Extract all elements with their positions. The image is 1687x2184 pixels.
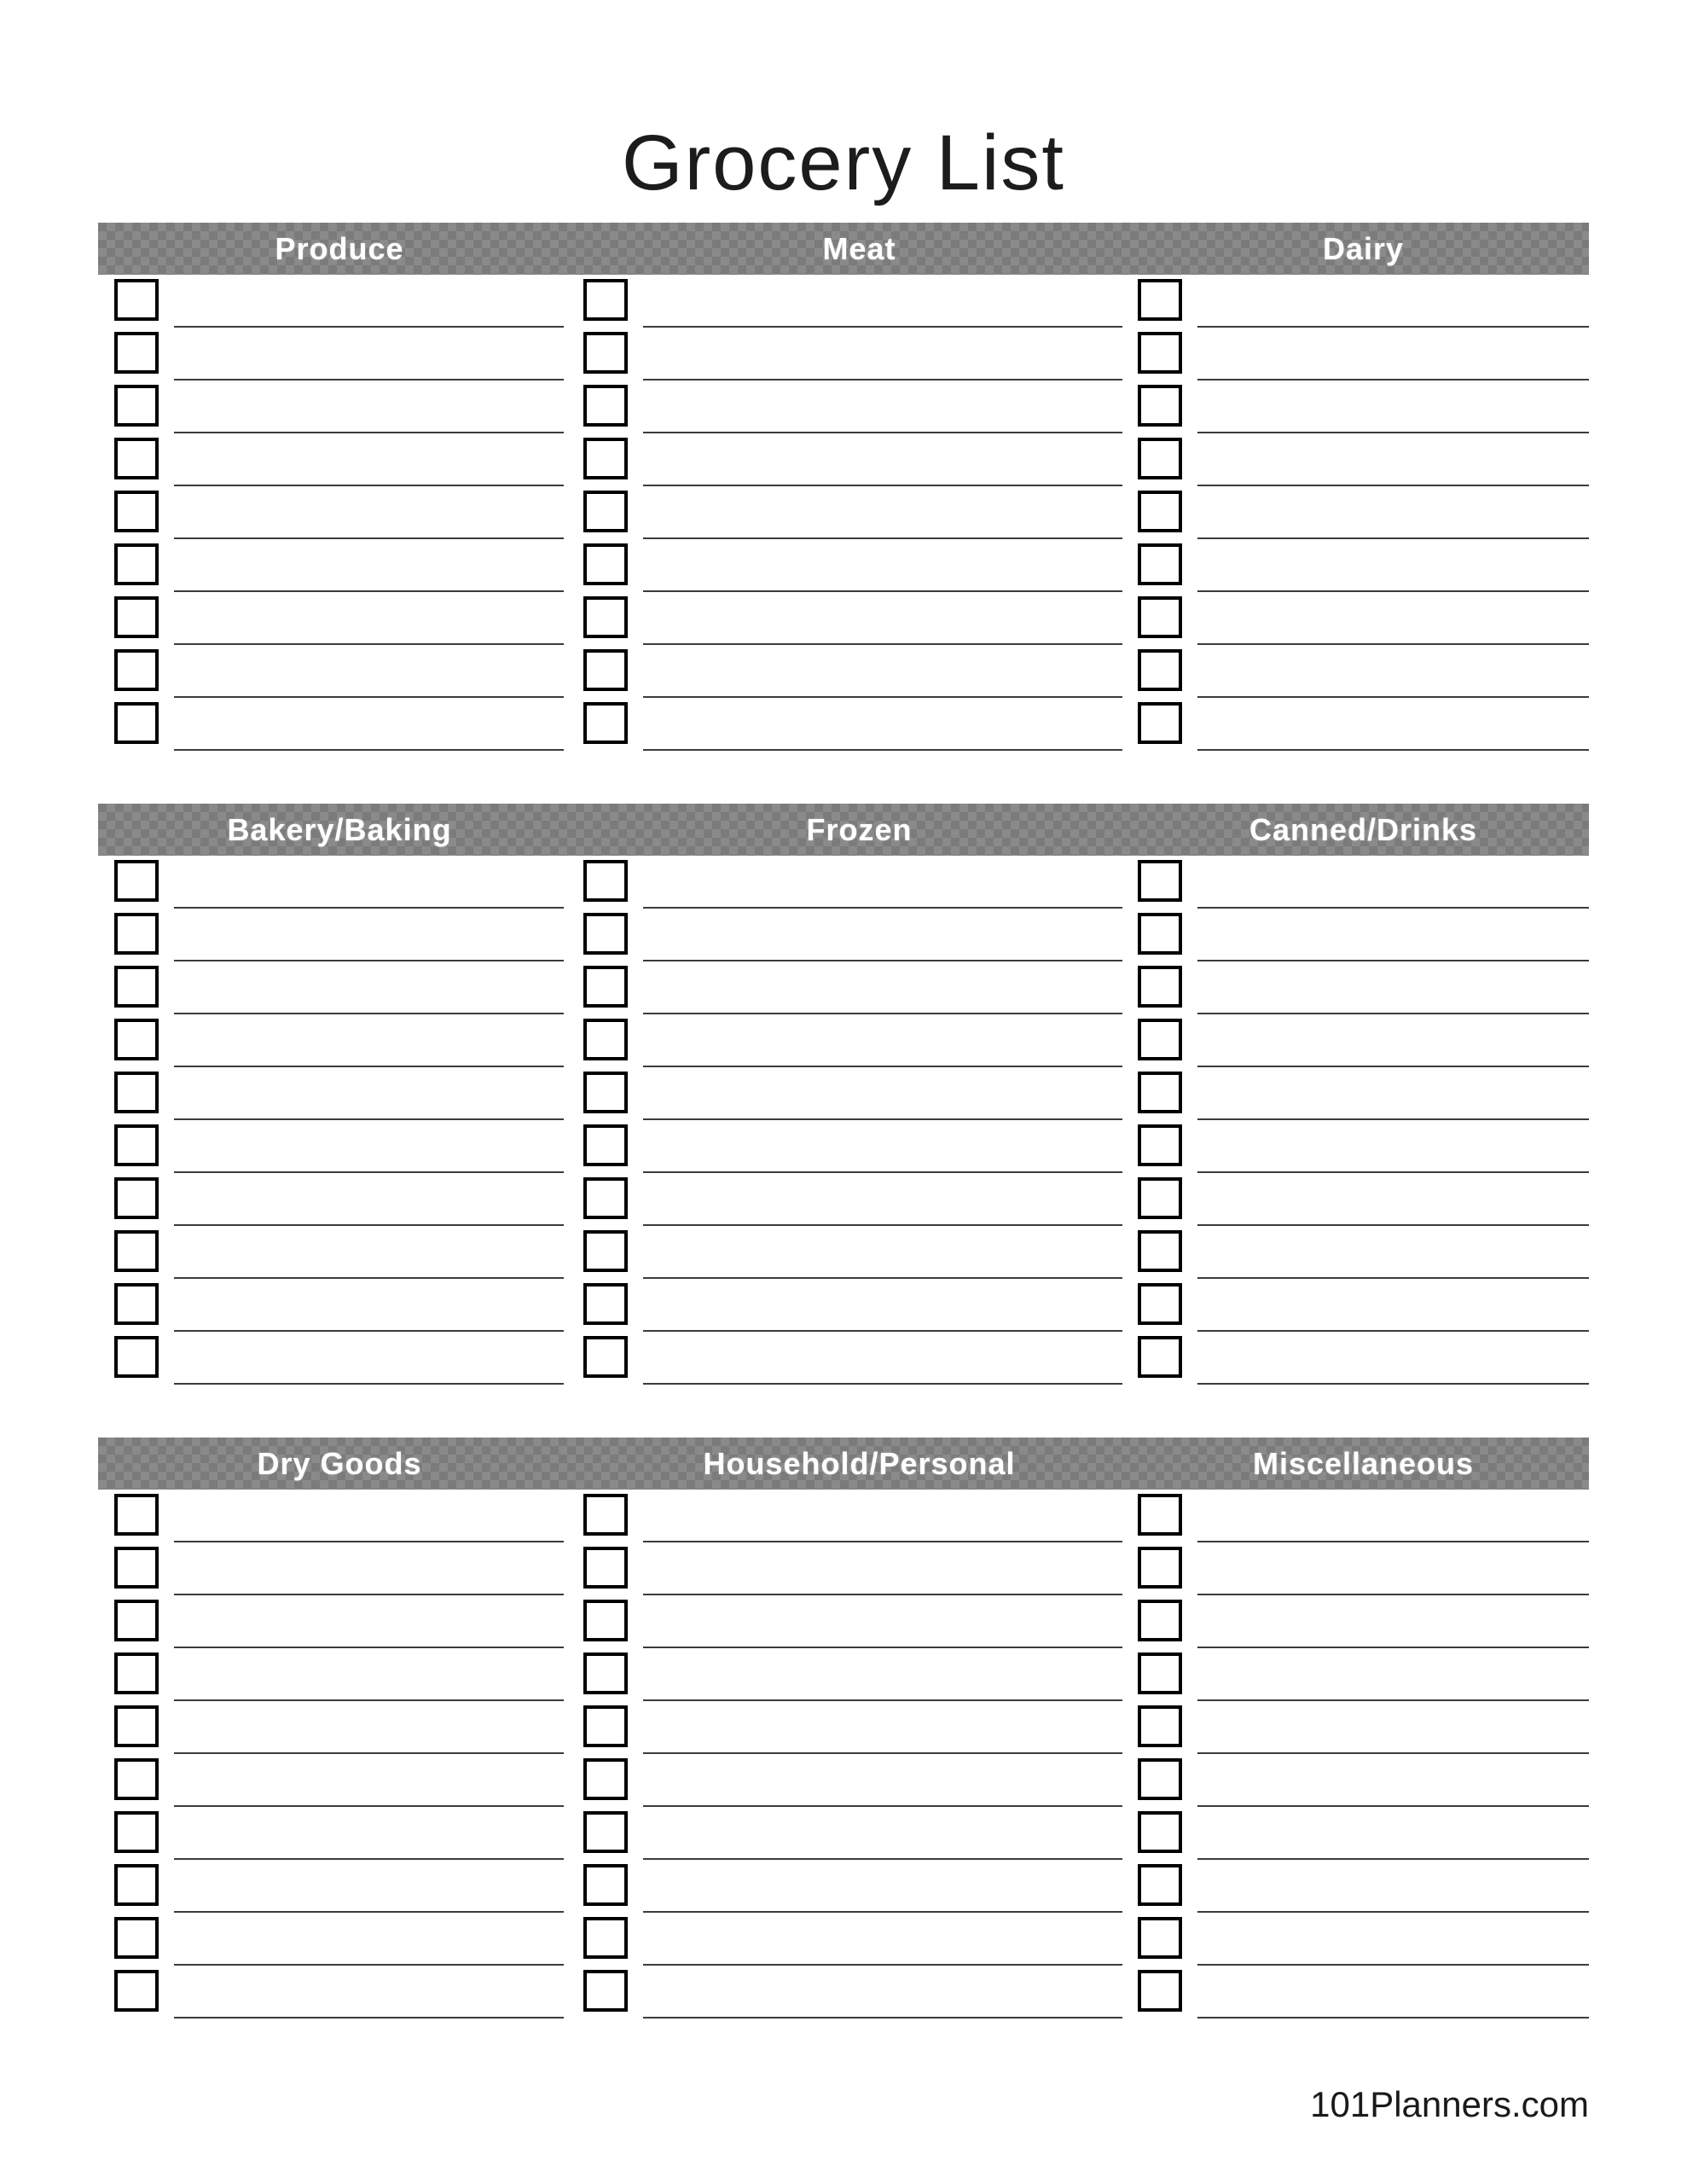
checklist-row	[114, 1701, 564, 1754]
checkbox[interactable]	[114, 649, 159, 691]
column-header-miscellaneous: Miscellaneous	[1252, 1445, 1475, 1481]
entry-line	[643, 1173, 1122, 1226]
checklist-row	[114, 1014, 564, 1067]
checklist-row	[114, 1542, 564, 1595]
entry-line	[643, 1595, 1122, 1648]
checklist-row	[583, 1226, 1122, 1279]
checkbox[interactable]	[114, 1336, 159, 1378]
checklist-row	[114, 856, 564, 909]
entry-line	[1197, 961, 1589, 1014]
checklist-row	[114, 1807, 564, 1860]
entry-line	[643, 1860, 1122, 1913]
checklist-row	[583, 1542, 1122, 1595]
column-header-frozen: Frozen	[806, 811, 913, 847]
entry-line	[174, 1913, 564, 1966]
entry-line	[174, 1332, 564, 1385]
entry-line	[1197, 1542, 1589, 1595]
checkbox[interactable]	[114, 385, 159, 427]
entry-line	[643, 1226, 1122, 1279]
checkbox[interactable]	[583, 1230, 628, 1272]
entry-line	[643, 328, 1122, 380]
entry-line	[1197, 1966, 1589, 2018]
entry-line	[643, 645, 1122, 698]
checklist-row	[1138, 380, 1589, 433]
entry-line	[643, 1542, 1122, 1595]
checklist-row	[583, 380, 1122, 433]
entry-line	[643, 698, 1122, 751]
column-miscellaneous	[1138, 1490, 1589, 2018]
checklist-row	[583, 961, 1122, 1014]
checklist-row	[114, 1595, 564, 1648]
entry-line	[1197, 698, 1589, 751]
checklist-row	[1138, 1067, 1589, 1120]
column-header-dry-goods: Dry Goods	[257, 1445, 422, 1481]
column-household-personal	[581, 1490, 1138, 2018]
checklist-row	[1138, 1226, 1589, 1279]
entry-line	[1197, 1860, 1589, 1913]
checklist-row	[114, 1332, 564, 1385]
checklist-row	[1138, 1807, 1589, 1860]
entry-line	[1197, 645, 1589, 698]
checkbox[interactable]	[114, 1917, 159, 1959]
entry-line	[1197, 592, 1589, 645]
checkbox[interactable]	[114, 438, 159, 479]
checklist-row	[114, 539, 564, 592]
checklist-row	[114, 328, 564, 380]
entry-line	[643, 539, 1122, 592]
checkbox[interactable]	[1138, 1494, 1182, 1536]
checkbox[interactable]	[583, 702, 628, 744]
checkbox[interactable]	[114, 1019, 159, 1060]
checkbox[interactable]	[1138, 1230, 1182, 1272]
checklist-row	[583, 1173, 1122, 1226]
entry-line	[174, 1542, 564, 1595]
entry-line	[174, 1595, 564, 1648]
entry-line	[174, 645, 564, 698]
entry-line	[1197, 909, 1589, 961]
checklist-row	[583, 645, 1122, 698]
checklist-row	[1138, 539, 1589, 592]
checklist-row	[1138, 909, 1589, 961]
entry-line	[1197, 1120, 1589, 1173]
checkbox[interactable]	[114, 1177, 159, 1219]
checkbox[interactable]	[583, 1547, 628, 1589]
entry-line	[643, 856, 1122, 909]
entry-line	[643, 1754, 1122, 1807]
entry-line	[643, 433, 1122, 486]
checkbox[interactable]	[583, 596, 628, 638]
entry-line	[643, 1807, 1122, 1860]
checkbox[interactable]	[1138, 543, 1182, 585]
entry-line	[643, 1120, 1122, 1173]
checklist-row	[1138, 645, 1589, 698]
checkbox[interactable]	[114, 1705, 159, 1747]
checklist-row	[583, 1332, 1122, 1385]
checklist-row	[114, 645, 564, 698]
entry-line	[174, 698, 564, 751]
checklist-row	[583, 592, 1122, 645]
checklist-row	[583, 1701, 1122, 1754]
checkbox[interactable]	[583, 385, 628, 427]
entry-line	[643, 1701, 1122, 1754]
checkbox[interactable]	[1138, 1758, 1182, 1800]
checkbox[interactable]	[114, 913, 159, 955]
checkbox[interactable]	[583, 1811, 628, 1853]
entry-line	[174, 1860, 564, 1913]
checklist-row	[583, 1120, 1122, 1173]
checkbox[interactable]	[1138, 1600, 1182, 1641]
checklist-row	[114, 1648, 564, 1701]
checklist-row	[583, 1648, 1122, 1701]
checklist-row	[583, 433, 1122, 486]
checkbox[interactable]	[114, 1970, 159, 2012]
entry-line	[643, 1966, 1122, 2018]
checklist-row	[1138, 1648, 1589, 1701]
checkbox[interactable]	[114, 491, 159, 532]
entry-line	[174, 1648, 564, 1701]
column-header-bakery-baking: Bakery/Baking	[227, 811, 452, 847]
entry-line	[643, 1332, 1122, 1385]
checkbox[interactable]	[1138, 385, 1182, 427]
entry-line	[1197, 1754, 1589, 1807]
entry-line	[643, 1067, 1122, 1120]
checkbox[interactable]	[1138, 332, 1182, 374]
entry-line	[1197, 433, 1589, 486]
grocery-list-page	[98, 0, 1589, 2123]
column-header-household-personal: Household/Personal	[703, 1445, 1016, 1481]
checkbox[interactable]	[114, 860, 159, 902]
checkbox[interactable]	[1138, 279, 1182, 321]
section-header-bar	[98, 1438, 1589, 1490]
section-3	[98, 1438, 1589, 2018]
checklist-row	[1138, 1332, 1589, 1385]
checkbox[interactable]	[1138, 596, 1182, 638]
entry-line	[643, 1648, 1122, 1701]
checklist-row	[114, 1067, 564, 1120]
checklist-row	[114, 380, 564, 433]
checkbox[interactable]	[583, 279, 628, 321]
entry-line	[174, 909, 564, 961]
column-dairy	[1138, 275, 1589, 751]
checkbox[interactable]	[114, 1283, 159, 1325]
entry-line	[1197, 1701, 1589, 1754]
checklist-row	[583, 1490, 1122, 1542]
checkbox[interactable]	[1138, 1072, 1182, 1113]
checkbox[interactable]	[1138, 1653, 1182, 1694]
checklist-row	[1138, 1754, 1589, 1807]
checklist-row	[114, 909, 564, 961]
checkbox[interactable]	[583, 543, 628, 585]
checkbox[interactable]	[114, 702, 159, 744]
checkbox[interactable]	[114, 1124, 159, 1166]
entry-line	[1197, 1226, 1589, 1279]
entry-line	[643, 275, 1122, 328]
checklist-row	[583, 1913, 1122, 1966]
checklist-row	[1138, 275, 1589, 328]
checkbox[interactable]	[114, 1758, 159, 1800]
checklist-row	[114, 1279, 564, 1332]
checkbox[interactable]	[583, 1177, 628, 1219]
checkbox[interactable]	[583, 1019, 628, 1060]
page-title: Grocery List	[622, 119, 1065, 206]
entry-line	[643, 1490, 1122, 1542]
entry-line	[174, 1754, 564, 1807]
entry-line	[174, 1279, 564, 1332]
entry-line	[643, 1913, 1122, 1966]
entry-line	[174, 486, 564, 539]
section-columns	[98, 1490, 1589, 2018]
entry-line	[1197, 1490, 1589, 1542]
checklist-row	[583, 1807, 1122, 1860]
checklist-row	[1138, 486, 1589, 539]
checklist-row	[1138, 592, 1589, 645]
column-header-meat: Meat	[822, 230, 896, 266]
entry-line	[1197, 1807, 1589, 1860]
checkbox[interactable]	[583, 1758, 628, 1800]
checkbox[interactable]	[1138, 1811, 1182, 1853]
checklist-row	[114, 698, 564, 751]
checkbox[interactable]	[114, 1072, 159, 1113]
checkbox[interactable]	[1138, 860, 1182, 902]
checkbox[interactable]	[114, 1864, 159, 1906]
checkbox[interactable]	[583, 913, 628, 955]
entry-line	[643, 486, 1122, 539]
checkbox[interactable]	[1138, 966, 1182, 1008]
checklist-row	[114, 1754, 564, 1807]
entry-line	[174, 961, 564, 1014]
entry-line	[1197, 1595, 1589, 1648]
checklist-row	[1138, 1913, 1589, 1966]
checkbox[interactable]	[1138, 1970, 1182, 2012]
checklist-row	[583, 1754, 1122, 1807]
checklist-row	[114, 1966, 564, 2018]
checkbox[interactable]	[1138, 1917, 1182, 1959]
checkbox[interactable]	[1138, 1547, 1182, 1589]
column-header-canned-drinks: Canned/Drinks	[1249, 811, 1478, 847]
entry-line	[174, 1490, 564, 1542]
section-1	[98, 223, 1589, 751]
sections-container	[98, 223, 1589, 2018]
section-header-bar	[98, 804, 1589, 856]
entry-line	[643, 1279, 1122, 1332]
checklist-row	[114, 1860, 564, 1913]
entry-line	[1197, 856, 1589, 909]
entry-line	[643, 909, 1122, 961]
checkbox[interactable]	[114, 279, 159, 321]
column-produce	[98, 275, 581, 751]
entry-line	[174, 1173, 564, 1226]
checklist-row	[583, 1966, 1122, 2018]
checkbox[interactable]	[114, 1600, 159, 1641]
checkbox[interactable]	[1138, 1124, 1182, 1166]
entry-line	[1197, 328, 1589, 380]
checkbox[interactable]	[583, 1917, 628, 1959]
checklist-row	[1138, 961, 1589, 1014]
column-frozen	[581, 856, 1138, 1385]
entry-line	[1197, 1014, 1589, 1067]
checklist-row	[1138, 1860, 1589, 1913]
entry-line	[643, 380, 1122, 433]
checkbox[interactable]	[583, 1705, 628, 1747]
checklist-row	[114, 433, 564, 486]
checkbox[interactable]	[583, 1600, 628, 1641]
entry-line	[174, 433, 564, 486]
checklist-row	[583, 1014, 1122, 1067]
entry-line	[174, 1226, 564, 1279]
checklist-row	[1138, 856, 1589, 909]
entry-line	[174, 328, 564, 380]
checklist-row	[583, 486, 1122, 539]
entry-line	[643, 961, 1122, 1014]
checkbox[interactable]	[1138, 1336, 1182, 1378]
section-2	[98, 804, 1589, 1385]
entry-line	[174, 1701, 564, 1754]
checklist-row	[114, 1226, 564, 1279]
checkbox[interactable]	[583, 1864, 628, 1906]
entry-line	[174, 1120, 564, 1173]
checklist-row	[1138, 1120, 1589, 1173]
checklist-row	[1138, 698, 1589, 751]
footer-credit: 101Planners.com	[1310, 2084, 1589, 2124]
checklist-row	[583, 275, 1122, 328]
checklist-row	[583, 856, 1122, 909]
entry-line	[174, 1966, 564, 2018]
entry-line	[643, 1014, 1122, 1067]
checklist-row	[114, 961, 564, 1014]
entry-line	[1197, 1913, 1589, 1966]
checkbox[interactable]	[583, 1072, 628, 1113]
checklist-row	[1138, 433, 1589, 486]
checklist-row	[1138, 1279, 1589, 1332]
section-columns	[98, 856, 1589, 1385]
checklist-row	[114, 1173, 564, 1226]
checkbox[interactable]	[114, 1494, 159, 1536]
entry-line	[174, 1067, 564, 1120]
checklist-row	[114, 1913, 564, 1966]
checklist-row	[1138, 1490, 1589, 1542]
entry-line	[174, 539, 564, 592]
entry-line	[1197, 1648, 1589, 1701]
entry-line	[174, 856, 564, 909]
checkbox[interactable]	[1138, 1705, 1182, 1747]
checklist-row	[1138, 1173, 1589, 1226]
checkbox[interactable]	[583, 1283, 628, 1325]
checkbox[interactable]	[583, 491, 628, 532]
checkbox[interactable]	[583, 332, 628, 374]
checklist-row	[583, 698, 1122, 751]
entry-line	[643, 592, 1122, 645]
entry-line	[174, 380, 564, 433]
checklist-row	[1138, 1595, 1589, 1648]
checklist-row	[583, 1067, 1122, 1120]
checkbox[interactable]	[583, 1494, 628, 1536]
column-header-produce: Produce	[275, 230, 404, 266]
checklist-row	[583, 909, 1122, 961]
checkbox[interactable]	[1138, 1177, 1182, 1219]
entry-line	[1197, 1332, 1589, 1385]
checkbox[interactable]	[114, 596, 159, 638]
checkbox[interactable]	[583, 1970, 628, 2012]
checklist-row	[583, 328, 1122, 380]
entry-line	[1197, 380, 1589, 433]
checkbox[interactable]	[583, 1336, 628, 1378]
column-dry-goods	[98, 1490, 581, 2018]
section-header-bar	[98, 223, 1589, 275]
column-meat	[581, 275, 1138, 751]
checklist-row	[114, 1120, 564, 1173]
section-columns	[98, 275, 1589, 751]
entry-line	[174, 275, 564, 328]
checkbox[interactable]	[114, 1653, 159, 1694]
checklist-row	[583, 539, 1122, 592]
entry-line	[174, 1014, 564, 1067]
checkbox[interactable]	[1138, 1864, 1182, 1906]
entry-line	[1197, 275, 1589, 328]
checkbox[interactable]	[583, 438, 628, 479]
checkbox[interactable]	[583, 1653, 628, 1694]
checklist-row	[583, 1279, 1122, 1332]
checkbox[interactable]	[1138, 913, 1182, 955]
checkbox[interactable]	[1138, 702, 1182, 744]
checklist-row	[583, 1595, 1122, 1648]
checkbox[interactable]	[114, 1230, 159, 1272]
checkbox[interactable]	[1138, 491, 1182, 532]
entry-line	[1197, 1067, 1589, 1120]
checklist-row	[114, 592, 564, 645]
entry-line	[1197, 1279, 1589, 1332]
checklist-row	[1138, 1701, 1589, 1754]
checkbox[interactable]	[1138, 438, 1182, 479]
entry-line	[1197, 1173, 1589, 1226]
checklist-row	[1138, 328, 1589, 380]
entry-line	[1197, 486, 1589, 539]
checklist-row	[1138, 1966, 1589, 2018]
checkbox[interactable]	[1138, 649, 1182, 691]
column-canned-drinks	[1138, 856, 1589, 1385]
checklist-row	[1138, 1542, 1589, 1595]
checklist-row	[114, 486, 564, 539]
checkbox[interactable]	[114, 332, 159, 374]
entry-line	[174, 592, 564, 645]
checkbox[interactable]	[114, 1811, 159, 1853]
checkbox[interactable]	[583, 860, 628, 902]
entry-line	[174, 1807, 564, 1860]
checkbox[interactable]	[1138, 1019, 1182, 1060]
checklist-row	[583, 1860, 1122, 1913]
checkbox[interactable]	[114, 966, 159, 1008]
checkbox[interactable]	[583, 1124, 628, 1166]
column-bakery-baking	[98, 856, 581, 1385]
checklist-row	[114, 1490, 564, 1542]
entry-line	[1197, 539, 1589, 592]
checklist-row	[114, 275, 564, 328]
checklist-row	[1138, 1014, 1589, 1067]
checkbox[interactable]	[114, 543, 159, 585]
checkbox[interactable]	[583, 966, 628, 1008]
checkbox[interactable]	[583, 649, 628, 691]
column-header-dairy: Dairy	[1322, 230, 1405, 266]
checkbox[interactable]	[114, 1547, 159, 1589]
checkbox[interactable]	[1138, 1283, 1182, 1325]
